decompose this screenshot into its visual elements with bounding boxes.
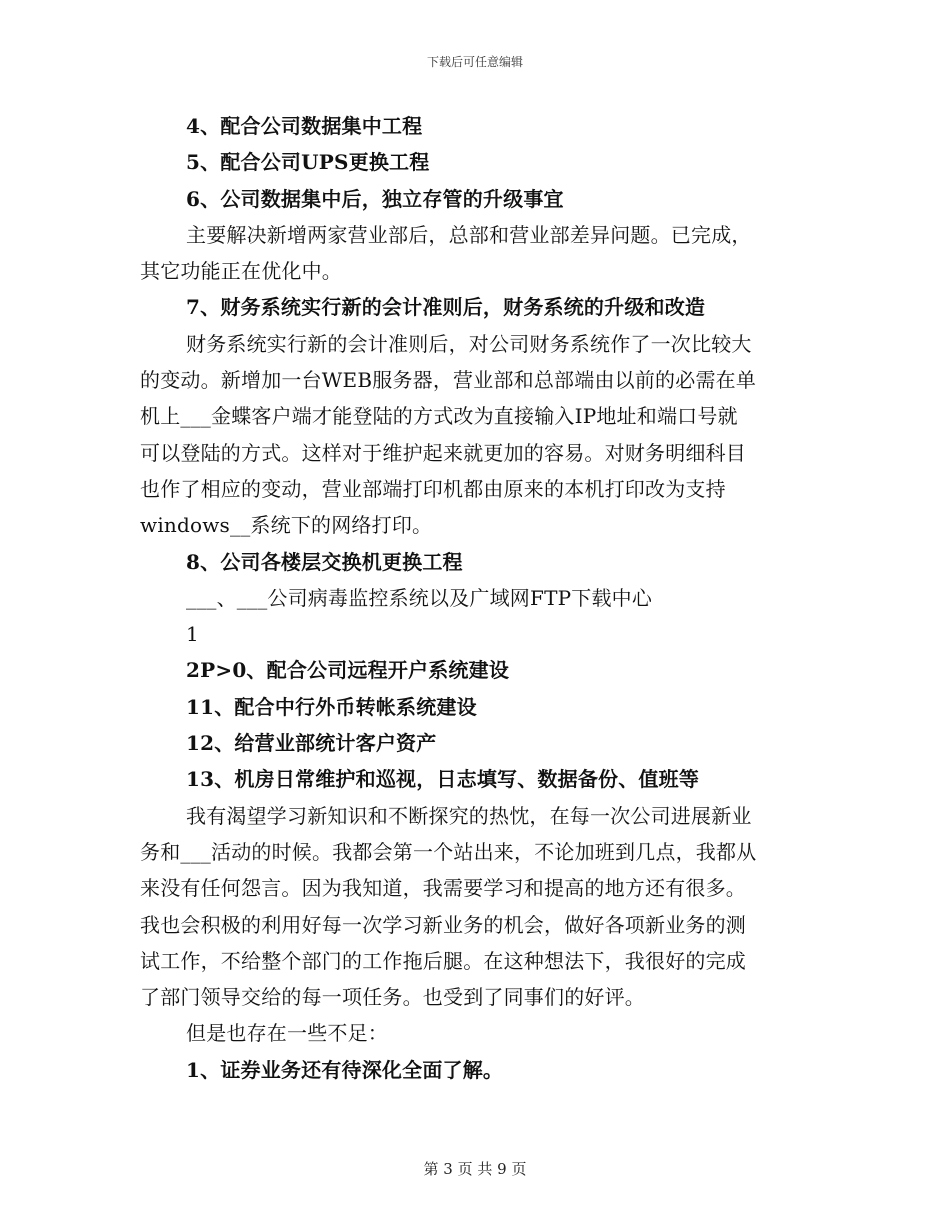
paragraph-line: 也作了相应的变动，营业部端打印机都由原来的本机打印改为支持 xyxy=(140,476,726,501)
heading-line: 5、配合公司UPS更换工程 xyxy=(186,150,430,175)
paragraph-line: 财务系统实行新的会计准则后，对公司财务系统作了一次比较大 xyxy=(186,331,752,356)
page-footer: 第 3 页 共 9 页 xyxy=(423,1160,527,1178)
heading-line: 12、给营业部统计客户资产 xyxy=(186,731,437,756)
heading-line: 1、证券业务还有待深化全面了解。 xyxy=(186,1057,504,1082)
paragraph-line: 试工作，不给整个部门的工作拖后腿。在这种想法下，我很好的完成 xyxy=(140,948,746,973)
paragraph-line: 了部门领导交给的每一项任务。也受到了同事们的好评。 xyxy=(140,985,645,1010)
page-header: 下载后可任意编辑 xyxy=(426,55,523,69)
heading-line: 7、财务系统实行新的会计准则后，财务系统的升级和改造 xyxy=(186,295,706,320)
paragraph-line: 主要解决新增两家营业部后，总部和营业部差异问题。已完成， xyxy=(186,222,752,247)
paragraph-line: 来没有任何怨言。因为我知道，我需要学习和提高的地方还有很多。 xyxy=(140,876,746,901)
paragraph-line: 的变动。新增加一台WEB服务器，营业部和总部端由以前的必需在单 xyxy=(140,368,757,393)
paragraph-line: 其它功能正在优化中。 xyxy=(140,259,342,284)
heading-line: 2P>0、配合公司远程开户系统建设 xyxy=(186,658,510,683)
paragraph-line: 可以登陆的方式。这样对于维护起来就更加的容易。对财务明细科目 xyxy=(140,440,746,465)
heading-line: 6、公司数据集中后，独立存管的升级事宜 xyxy=(186,186,564,211)
heading-line: 8、公司各楼层交换机更换工程 xyxy=(186,549,463,574)
paragraph-line: 1 xyxy=(186,622,199,647)
paragraph-line: 机上___金蝶客户端才能登陆的方式改为直接输入IP地址和端口号就 xyxy=(140,404,738,429)
paragraph-line: 我有渴望学习新知识和不断探究的热忱，在每一次公司进展新业 xyxy=(186,803,752,828)
document-body xyxy=(140,108,800,1088)
heading-line: 11、配合中行外币转帐系统建设 xyxy=(186,694,477,719)
paragraph-line: ___、___公司病毒监控系统以及广域网FTP下载中心 xyxy=(186,585,653,610)
paragraph-line: windows__系统下的网络打印。 xyxy=(140,513,433,538)
heading-line: 4、配合公司数据集中工程 xyxy=(186,114,423,138)
heading-line: 13、机房日常维护和巡视，日志填写、数据备份、值班等 xyxy=(186,767,700,792)
paragraph-line: 务和___活动的时候。我都会第一个站出来，不论加班到几点，我都从 xyxy=(140,839,757,864)
paragraph-line: 我也会积极的利用好每一次学习新业务的机会，做好各项新业务的测 xyxy=(140,912,746,937)
paragraph-line: 但是也存在一些不足： xyxy=(186,1021,388,1046)
